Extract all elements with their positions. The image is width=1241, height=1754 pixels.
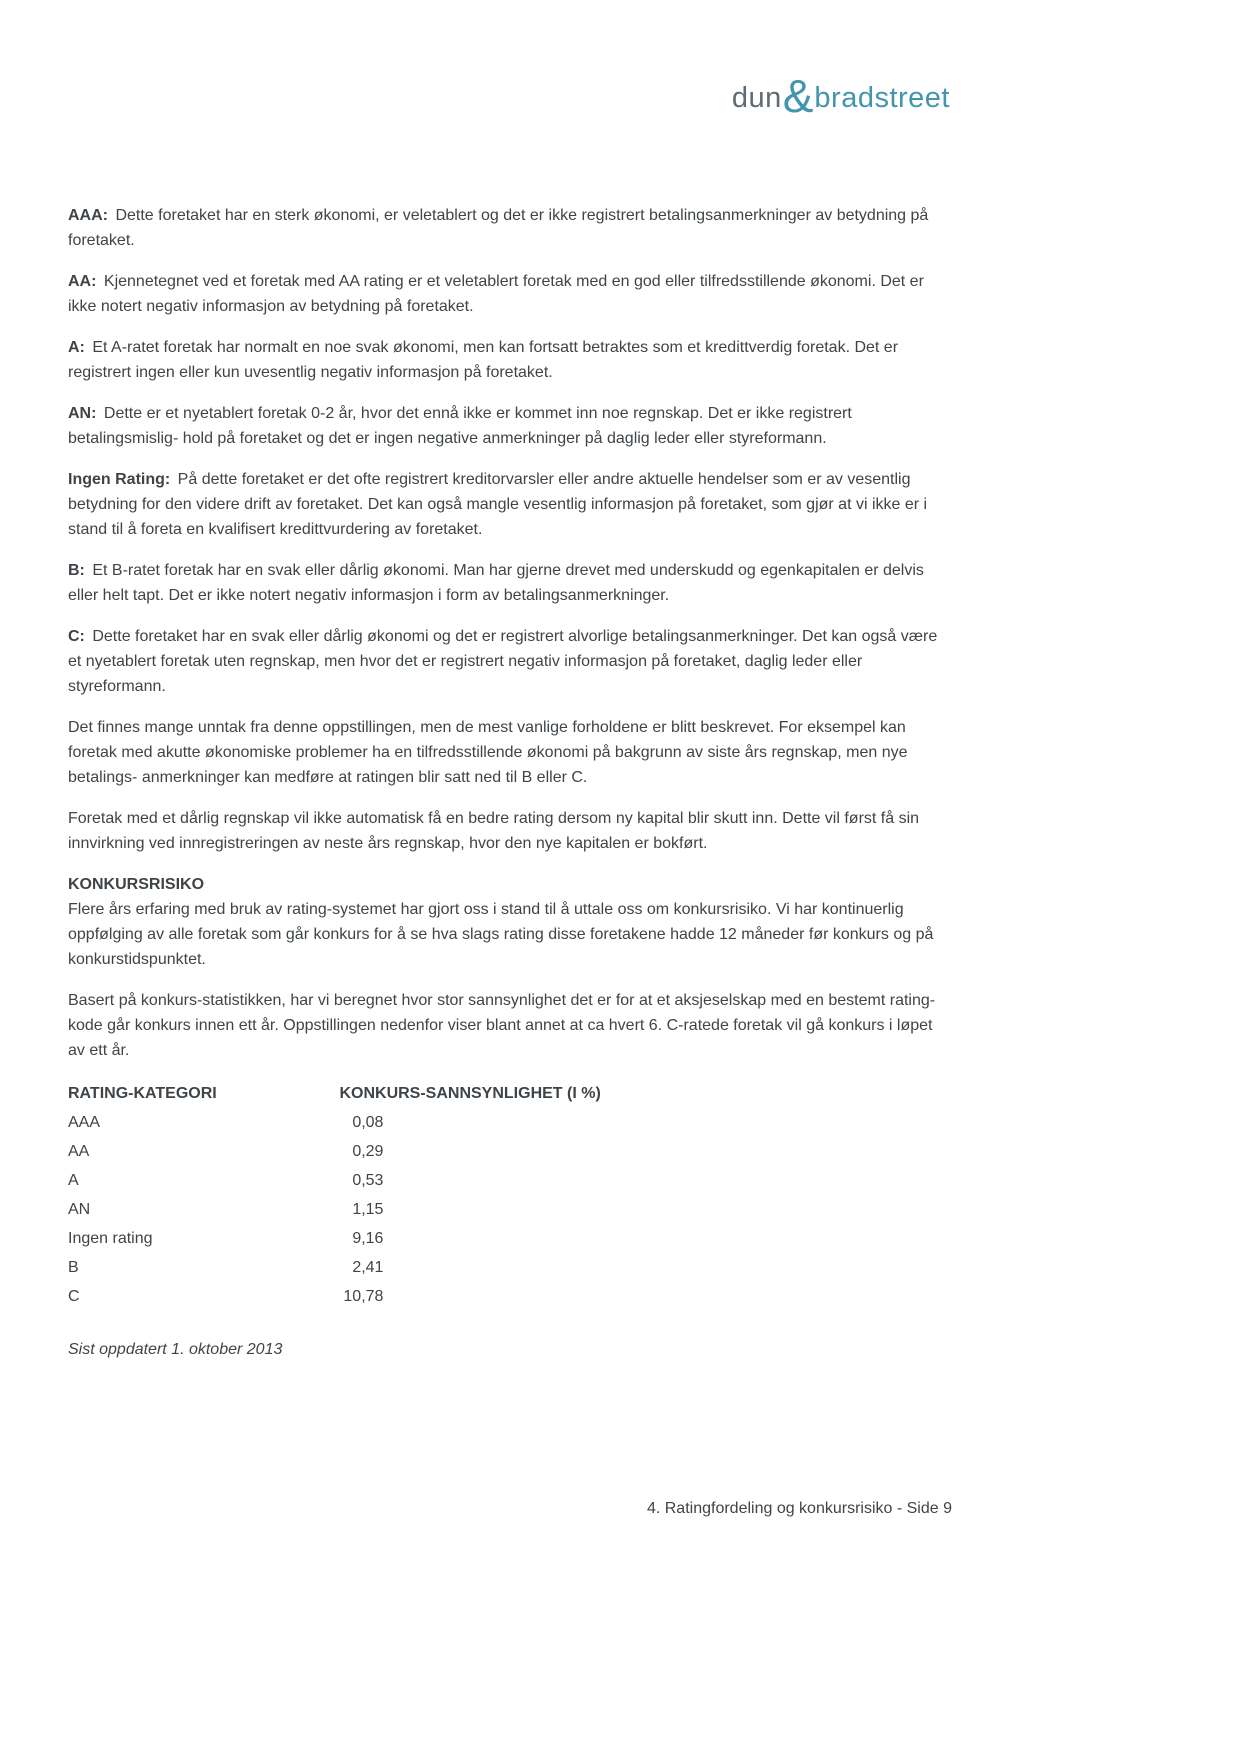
table-row <box>68 1224 952 1253</box>
table-cell-category: AA <box>68 1143 90 1160</box>
table-row <box>68 1195 952 1224</box>
rating-label-a: A: <box>68 339 85 356</box>
table-cell-probability: 1,15 <box>352 1201 384 1218</box>
table-cell-probability: 9,16 <box>352 1230 384 1247</box>
rating-text-aaa: Dette foretaket har en sterk økonomi, er veletablert og det er ikke registrert betalingsanmerkninger av betydning på foretaket. <box>68 207 929 249</box>
rating-label-aaa: AAA: <box>68 207 108 224</box>
table-row <box>68 1166 952 1195</box>
new-capital-paragraph: Foretak med et dårlig regnskap vil ikke automatisk få en bedre rating dersom ny kapital blir skutt inn. Dette vil først få sin innvirkning ved innregistreringen av neste års regnskap, hvor den nye kapitalen er bokført. <box>68 810 920 852</box>
rating-label-aa: AA: <box>68 273 97 290</box>
rating-text-an: Dette er et nyetablert foretak 0-2 år, hvor det ennå ikke er kommet inn noe regnskap. Det er ikke registrert betalingsmislig- hold på foretaket og det er ingen negative anmerkninger på daglig leder eller styreformann. <box>68 405 852 447</box>
rating-paragraph-an <box>68 401 952 451</box>
rating-text-ingen-rating: På dette foretaket er det ofte registrert kreditorvarsler eller andre aktuelle hendelser som er av vesentlig betydning for den videre drift av foretaket. Det kan også mangle vesentlig informasjon på foretaket, som gjør at vi ikke er i stand til å foreta en kvalifisert kredittvurdering av foretaket. <box>68 471 928 538</box>
rating-paragraph-c <box>68 624 952 699</box>
konkursrisiko-heading: KONKURSRISIKO <box>68 876 205 893</box>
logo-text-bradstreet: bradstreet <box>814 82 950 114</box>
table-row <box>68 1253 952 1282</box>
table-cell-probability: 2,41 <box>352 1259 384 1276</box>
rating-label-b: B: <box>68 562 85 579</box>
table-cell-category: AN <box>68 1201 91 1218</box>
konkurs-probability-table <box>68 1079 952 1311</box>
table-cell-probability: 0,29 <box>352 1143 384 1160</box>
table-cell-category: A <box>68 1172 79 1189</box>
logo-ampersand-icon: & <box>782 70 814 122</box>
table-cell-probability: 0,53 <box>352 1172 384 1189</box>
table-header-rating-kategori: RATING-KATEGORI <box>68 1085 217 1102</box>
rating-label-an: AN: <box>68 405 97 422</box>
table-row <box>68 1282 952 1311</box>
table-cell-probability: 10,78 <box>343 1288 384 1305</box>
rating-text-b: Et B-ratet foretak har en svak eller dårlig økonomi. Man har gjerne drevet med underskudd og egenkapitalen er delvis eller helt tapt. Det er ikke notert negativ informasjon i form av betalingsanmerkninger. <box>68 562 924 604</box>
page-footer: 4. Ratingfordeling og konkursrisiko - Side 9 <box>646 1500 952 1517</box>
last-updated-note: Sist oppdatert 1. oktober 2013 <box>68 1341 283 1358</box>
rating-paragraph-a <box>68 335 952 385</box>
table-cell-category: AAA <box>68 1114 101 1131</box>
dun-bradstreet-logo <box>731 68 950 122</box>
table-row <box>68 1137 952 1166</box>
exceptions-paragraph: Det finnes mange unntak fra denne oppstillingen, men de mest vanlige forholdene er blitt beskrevet. For eksempel kan foretak med akutte økonomiske problemer ha en tilfredsstillende økonomi på bakgrunn av siste års regnskap, men nye betalings- anmerkninger kan medføre at ratingen blir satt ned til B eller C. <box>68 719 908 786</box>
table-cell-category: C <box>68 1288 80 1305</box>
konkursrisiko-paragraph-1: Flere års erfaring med bruk av rating-systemet har gjort oss i stand til å uttale oss om konkursrisiko. Vi har kontinuerlig oppfølging av alle foretak som går konkurs for å se hva slags rating disse foretakene hadde 12 måneder før konkurs og på konkurstidspunktet. <box>68 901 934 968</box>
table-cell-category: Ingen rating <box>68 1230 153 1247</box>
table-cell-probability: 0,08 <box>352 1114 384 1131</box>
rating-paragraph-aa <box>68 269 952 319</box>
table-cell-category: B <box>68 1259 79 1276</box>
rating-text-a: Et A-ratet foretak har normalt en noe svak økonomi, men kan fortsatt betraktes som et kredittverdig foretak. Det er registrert ingen eller kun uvesentlig negativ informasjon på foretaket. <box>68 339 899 381</box>
table-header-row <box>68 1079 952 1108</box>
table-row <box>68 1108 952 1137</box>
rating-paragraph-aaa <box>68 203 952 253</box>
rating-text-aa: Kjennetegnet ved et foretak med AA rating er et veletablert foretak med en god eller tilfredsstillende økonomi. Det er ikke notert negativ informasjon av betydning på foretaket. <box>68 273 924 315</box>
table-header-konkurs-sannsynlighet: KONKURS-SANNSYNLIGHET (I %) <box>339 1085 601 1102</box>
document-content <box>68 203 952 1362</box>
rating-paragraph-ingen-rating <box>68 467 952 542</box>
rating-label-c: C: <box>68 628 85 645</box>
konkursrisiko-paragraph-2: Basert på konkurs-statistikken, har vi beregnet hvor stor sannsynlighet det er for at et aksjeselskap med en bestemt rating-kode går konkurs innen ett år. Oppstillingen nedenfor viser blant annet at ca hvert 6. C-ratede foretak vil gå konkurs i løpet av ett år. <box>68 992 936 1059</box>
rating-text-c: Dette foretaket har en svak eller dårlig økonomi og det er registrert alvorlige betalingsanmerkninger. Det kan også være et nyetablert foretak uten regnskap, men hvor det er registrert negativ informasjon på foretaket, daglig leder eller styreformann. <box>68 628 938 695</box>
rating-label-ingen-rating: Ingen Rating: <box>68 471 171 488</box>
rating-paragraph-b <box>68 558 952 608</box>
logo-text-dun: dun <box>731 82 782 114</box>
